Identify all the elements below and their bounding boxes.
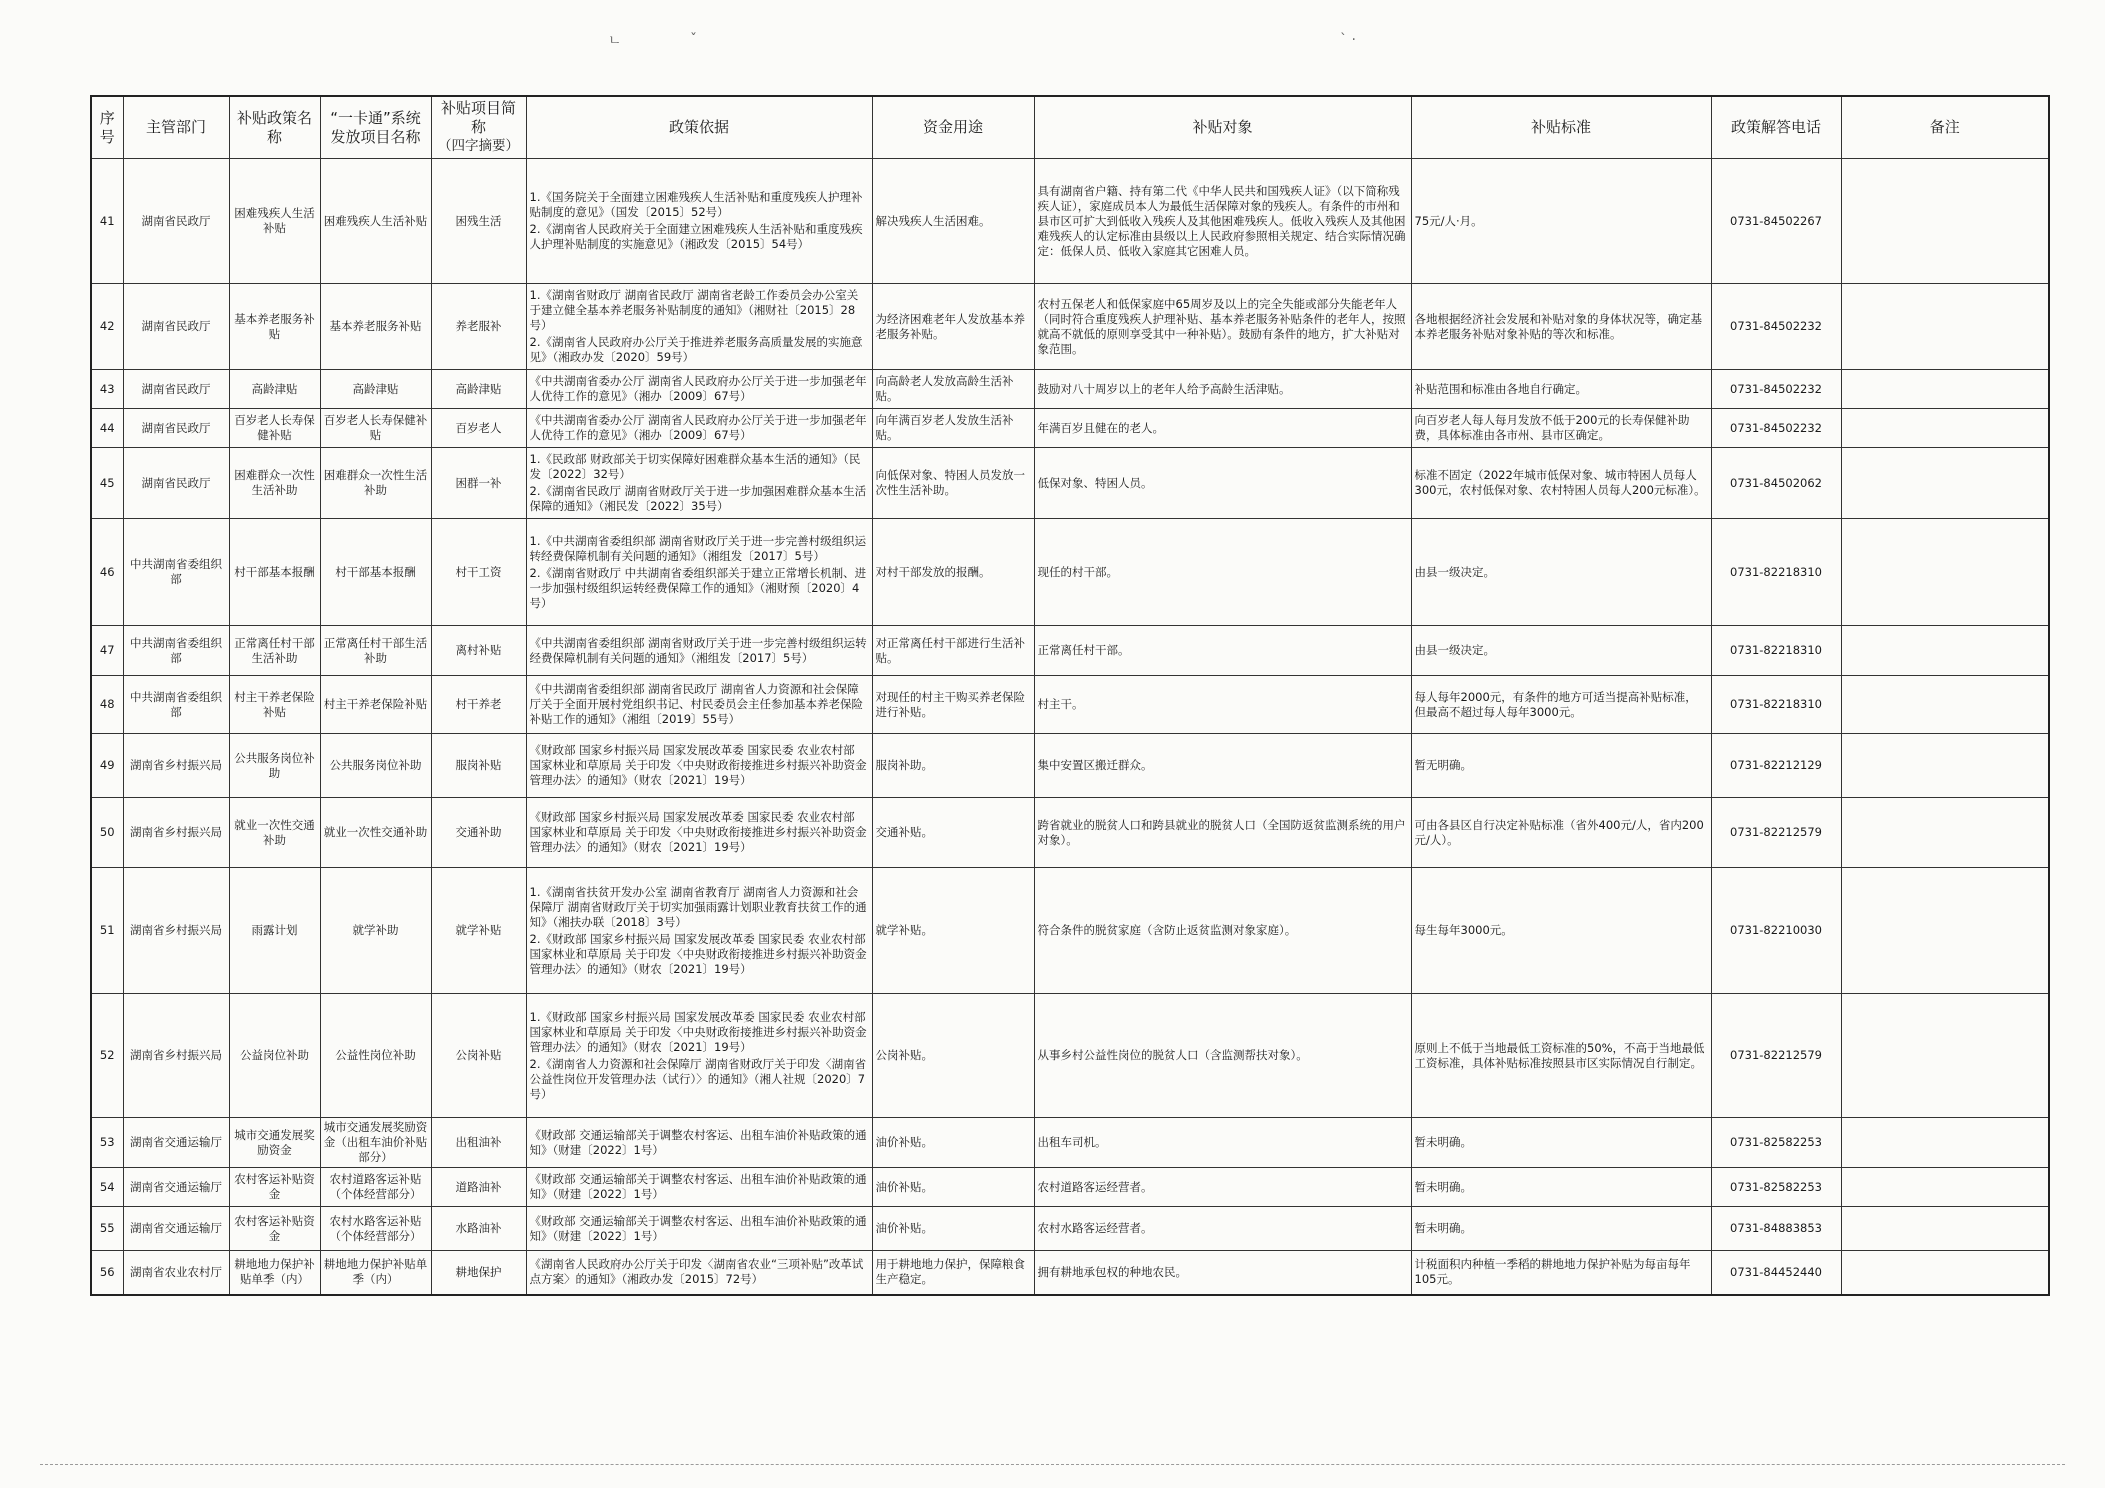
header-use: 资金用途 [872, 96, 1034, 159]
cell-dept: 湖南省民政厅 [123, 409, 229, 448]
basis-item: 1.《国务院关于全面建立困难残疾人生活补贴和重度残疾人护理补贴制度的意见》（国发〔2015〕52号） [529, 190, 863, 219]
cell-no: 48 [91, 676, 123, 734]
cell-use: 向高龄老人发放高龄生活补贴。 [872, 370, 1034, 409]
cell-short-name: 水路油补 [431, 1207, 526, 1251]
cell-remark [1841, 1251, 2049, 1295]
basis-item: 2.《湖南省人力资源和社会保障厅 湖南省财政厅关于印发〈湖南省公益性岗位开发管理办法（试行）〉的通知》（湘人社规〔2020〕7号） [529, 1056, 867, 1101]
cell-dept: 湖南省民政厅 [123, 284, 229, 370]
cell-no: 44 [91, 409, 123, 448]
cell-remark [1841, 1168, 2049, 1207]
cell-policy-name: 百岁老人长寿保健补贴 [229, 409, 320, 448]
header-short-name-note: （四字摘要） [438, 138, 519, 154]
basis-item: 《湖南省人民政府办公厅关于印发〈湖南省农业“三项补贴”改革试点方案〉的通知》（湘政办发〔2015〕72号） [529, 1257, 864, 1287]
cell-use: 对正常离任村干部进行生活补贴。 [872, 626, 1034, 676]
basis-item: 1.《财政部 国家乡村振兴局 国家发展改革委 国家民委 农业农村部 国家林业和草原局 关于印发〈中央财政衔接推进乡村振兴补助资金管理办法〉的通知》（财农〔2021〕19号） [529, 1009, 867, 1054]
cell-remark [1841, 159, 2049, 284]
cell-phone: 0731-84883853 [1711, 1207, 1841, 1251]
header-short-name [431, 96, 526, 159]
cell-standard: 暂未明确。 [1411, 1168, 1711, 1207]
cell-use: 用于耕地地力保护，保障粮食生产稳定。 [872, 1251, 1034, 1295]
cell-no: 53 [91, 1118, 123, 1168]
header-dept: 主管部门 [123, 96, 229, 159]
cell-phone: 0731-84502062 [1711, 448, 1841, 519]
cell-policy-name: 公益岗位补助 [229, 994, 320, 1118]
cell-standard: 由县一级决定。 [1411, 626, 1711, 676]
cell-policy-name: 城市交通发展奖励资金 [229, 1118, 320, 1168]
cell-system-name: 基本养老服务补贴 [320, 284, 431, 370]
table-row [91, 1118, 2049, 1168]
basis-item: 1.《中共湖南省委组织部 湖南省财政厅关于进一步完善村级组织运转经费保障机制有关问题的通知》（湘组发〔2017〕5号） [529, 533, 867, 563]
cell-basis [526, 994, 872, 1118]
cell-remark [1841, 1207, 2049, 1251]
cell-policy-name: 村主干养老保险补贴 [229, 676, 320, 734]
cell-use: 对村干部发放的报酬。 [872, 519, 1034, 626]
table-row [91, 448, 2049, 519]
cell-no: 50 [91, 798, 123, 868]
cell-dept: 湖南省交通运输厅 [123, 1168, 229, 1207]
cell-target: 农村五保老人和低保家庭中65周岁及以上的完全失能或部分失能老年人（同时符合重度残疾人护理补贴、基本养老服务补贴条件的老年人，按照就高不就低的原则享受其中一种补贴）。鼓励有条件的地方，扩大补贴对象范围。 [1034, 284, 1411, 370]
cell-system-name: 农村水路客运补贴（个体经营部分） [320, 1207, 431, 1251]
cell-basis [526, 626, 872, 676]
basis-item: 《财政部 交通运输部关于调整农村客运、出租车油价补贴政策的通知》（财建〔2022〕1号） [529, 1213, 867, 1243]
header-standard: 补贴标准 [1411, 96, 1711, 159]
cell-no: 43 [91, 370, 123, 409]
cell-target: 农村道路客运经营者。 [1034, 1168, 1411, 1207]
basis-item: 2.《湖南省人民政府办公厅关于推进养老服务高质量发展的实施意见》（湘政办发〔2020〕59号） [529, 335, 863, 364]
cell-use: 交通补贴。 [872, 798, 1034, 868]
cell-no: 54 [91, 1168, 123, 1207]
table-row [91, 868, 2049, 994]
basis-item: 《中共湖南省委组织部 湖南省民政厅 湖南省人力资源和社会保障厅关于全面开展村党组织书记、村民委员会主任参加基本养老保险补贴工作的通知》（湘组〔2019〕55号） [529, 682, 863, 726]
cell-target: 农村水路客运经营者。 [1034, 1207, 1411, 1251]
cell-system-name: 正常离任村干部生活补助 [320, 626, 431, 676]
cell-phone: 0731-82212129 [1711, 734, 1841, 798]
cell-system-name: 困难残疾人生活补贴 [320, 159, 431, 284]
cell-target: 跨省就业的脱贫人口和跨县就业的脱贫人口（全国防返贫监测系统的用户对象）。 [1034, 798, 1411, 868]
cell-use: 油价补贴。 [872, 1118, 1034, 1168]
cell-use: 油价补贴。 [872, 1207, 1034, 1251]
cell-phone: 0731-82212579 [1711, 994, 1841, 1118]
table-body [91, 159, 2049, 1295]
cell-short-name: 就学补贴 [431, 868, 526, 994]
cell-dept: 湖南省民政厅 [123, 159, 229, 284]
basis-item: 2.《湖南省民政厅 湖南省财政厅关于进一步加强困难群众基本生活保障的通知》（湘民发〔2022〕35号） [529, 484, 867, 513]
basis-item: 《财政部 交通运输部关于调整农村客运、出租车油价补贴政策的通知》（财建〔2022〕1号） [529, 1172, 867, 1201]
cell-standard: 标准不固定（2022年城市低保对象、城市特困人员每人300元，农村低保对象、农村特困人员每人200元标准）。 [1411, 448, 1711, 519]
cell-phone: 0731-82210030 [1711, 868, 1841, 994]
cell-basis [526, 676, 872, 734]
cell-target: 集中安置区搬迁群众。 [1034, 734, 1411, 798]
cell-standard: 每人每年2000元，有条件的地方可适当提高补贴标准，但最高不超过每人每年3000元。 [1411, 676, 1711, 734]
basis-item: 《中共湖南省委办公厅 湖南省人民政府办公厅关于进一步加强老年人优待工作的意见》（湘办〔2009〕67号） [529, 374, 867, 403]
cell-system-name: 城市交通发展奖励资金（出租车油价补贴部分） [320, 1118, 431, 1168]
cell-short-name: 村干工资 [431, 519, 526, 626]
cell-policy-name: 村干部基本报酬 [229, 519, 320, 626]
cell-policy-name: 基本养老服务补贴 [229, 284, 320, 370]
cell-policy-name: 困难残疾人生活补贴 [229, 159, 320, 284]
cell-target: 鼓励对八十周岁以上的老年人给予高龄生活津贴。 [1034, 370, 1411, 409]
cell-basis [526, 370, 872, 409]
cell-policy-name: 困难群众一次性生活补助 [229, 448, 320, 519]
cell-standard: 暂未明确。 [1411, 1118, 1711, 1168]
cell-dept: 中共湖南省委组织部 [123, 519, 229, 626]
cell-no: 56 [91, 1251, 123, 1295]
cell-system-name: 公共服务岗位补助 [320, 734, 431, 798]
cell-dept: 湖南省乡村振兴局 [123, 734, 229, 798]
cell-basis [526, 519, 872, 626]
cell-target: 拥有耕地承包权的种地农民。 [1034, 1251, 1411, 1295]
table-row [91, 519, 2049, 626]
cell-system-name: 就学补助 [320, 868, 431, 994]
cell-system-name: 农村道路客运补贴（个体经营部分） [320, 1168, 431, 1207]
cell-short-name: 困群一补 [431, 448, 526, 519]
cell-target: 低保对象、特困人员。 [1034, 448, 1411, 519]
cell-standard: 补贴范围和标准由各地自行确定。 [1411, 370, 1711, 409]
header-no: 序号 [91, 96, 123, 159]
cell-dept: 中共湖南省委组织部 [123, 676, 229, 734]
cell-phone: 0731-84502232 [1711, 370, 1841, 409]
cell-remark [1841, 676, 2049, 734]
cell-dept: 中共湖南省委组织部 [123, 626, 229, 676]
cell-remark [1841, 284, 2049, 370]
cell-standard: 计税面积内种植一季稻的耕地地力保护补贴为每亩每年105元。 [1411, 1251, 1711, 1295]
cell-remark [1841, 1118, 2049, 1168]
header-target: 补贴对象 [1034, 96, 1411, 159]
cell-remark [1841, 994, 2049, 1118]
cell-no: 49 [91, 734, 123, 798]
cell-standard: 暂未明确。 [1411, 1207, 1711, 1251]
cell-basis [526, 284, 872, 370]
cell-phone: 0731-82218310 [1711, 676, 1841, 734]
cell-basis [526, 868, 872, 994]
cell-standard: 向百岁老人每人每月发放不低于200元的长寿保健补助费，具体标准由各市州、县市区确定。 [1411, 409, 1711, 448]
cell-system-name: 高龄津贴 [320, 370, 431, 409]
cell-phone: 0731-84502232 [1711, 284, 1841, 370]
cell-use: 向年满百岁老人发放生活补贴。 [872, 409, 1034, 448]
cell-standard: 暂无明确。 [1411, 734, 1711, 798]
cell-phone: 0731-82582253 [1711, 1118, 1841, 1168]
header-system-name: “一卡通”系统发放项目名称 [320, 96, 431, 159]
cell-policy-name: 就业一次性交通补助 [229, 798, 320, 868]
cell-short-name: 公岗补贴 [431, 994, 526, 1118]
basis-item: 《财政部 交通运输部关于调整农村客运、出租车油价补贴政策的通知》（财建〔2022〕1号） [529, 1127, 867, 1157]
cell-target: 具有湖南省户籍、持有第二代《中华人民共和国残疾人证》（以下简称残疾人证），家庭成员本人为最低生活保障对象的残疾人。有条件的市州和县市区可扩大到低收入残疾人及其他困难残疾人。低收入残疾人及其他困难残疾人的认定标准由县级以上人民政府参照相关规定、结合实际情况确定：低保人员、低收入家庭其它困难人员。 [1034, 159, 1411, 284]
basis-item: 《中共湖南省委办公厅 湖南省人民政府办公厅关于进一步加强老年人优待工作的意见》（湘办〔2009〕67号） [529, 413, 867, 442]
cell-system-name: 村干部基本报酬 [320, 519, 431, 626]
cell-no: 45 [91, 448, 123, 519]
table-row [91, 798, 2049, 868]
cell-basis [526, 1118, 872, 1168]
cell-policy-name: 公共服务岗位补助 [229, 734, 320, 798]
basis-item: 《中共湖南省委组织部 湖南省财政厅关于进一步完善村级组织运转经费保障机制有关问题的通知》（湘组发〔2017〕5号） [529, 635, 867, 665]
cell-policy-name: 耕地地力保护补贴单季（内） [229, 1251, 320, 1295]
cell-dept: 湖南省民政厅 [123, 448, 229, 519]
cell-basis [526, 159, 872, 284]
table-row [91, 409, 2049, 448]
cell-basis [526, 1207, 872, 1251]
basis-item: 1.《湖南省财政厅 湖南省民政厅 湖南省老龄工作委员会办公室关于建立健全基本养老服务补贴制度的通知》（湘财社〔2015〕28号） [529, 288, 859, 332]
header-remark: 备注 [1841, 96, 2049, 159]
cell-use: 对现任的村主干购买养老保险进行补贴。 [872, 676, 1034, 734]
cell-remark [1841, 734, 2049, 798]
cell-policy-name: 农村客运补贴资金 [229, 1168, 320, 1207]
cell-policy-name: 雨露计划 [229, 868, 320, 994]
cell-target: 符合条件的脱贫家庭（含防止返贫监测对象家庭）。 [1034, 868, 1411, 994]
cell-dept: 湖南省交通运输厅 [123, 1207, 229, 1251]
cell-remark [1841, 448, 2049, 519]
cell-target: 年满百岁且健在的老人。 [1034, 409, 1411, 448]
cell-system-name: 就业一次性交通补助 [320, 798, 431, 868]
cell-basis [526, 448, 872, 519]
cell-phone: 0731-84502267 [1711, 159, 1841, 284]
cell-no: 41 [91, 159, 123, 284]
table-row [91, 159, 2049, 284]
cell-remark [1841, 519, 2049, 626]
cell-short-name: 出租油补 [431, 1118, 526, 1168]
cell-use: 解决残疾人生活困难。 [872, 159, 1034, 284]
scan-artifact-mark: ˇ [690, 32, 697, 48]
cell-target: 村主干。 [1034, 676, 1411, 734]
table-row [91, 734, 2049, 798]
cell-basis [526, 409, 872, 448]
cell-dept: 湖南省农业农村厅 [123, 1251, 229, 1295]
cell-short-name: 养老服补 [431, 284, 526, 370]
header-basis: 政策依据 [526, 96, 872, 159]
cell-phone: 0731-82212579 [1711, 798, 1841, 868]
scan-artifact-mark: ㄴ [608, 33, 622, 49]
cell-target: 出租车司机。 [1034, 1118, 1411, 1168]
cell-no: 42 [91, 284, 123, 370]
table-row [91, 994, 2049, 1118]
cell-phone: 0731-82582253 [1711, 1168, 1841, 1207]
cell-remark [1841, 370, 2049, 409]
table-header-row [91, 96, 2049, 159]
cell-basis [526, 1251, 872, 1295]
basis-item: 《财政部 国家乡村振兴局 国家发展改革委 国家民委 农业农村部 国家林业和草原局 关于印发〈中央财政衔接推进乡村振兴补助资金管理办法〉的通知》（财农〔2021〕19号） [529, 743, 867, 787]
table-row [91, 1168, 2049, 1207]
cell-standard: 原则上不低于当地最低工资标准的50%，不高于当地最低工资标准，具体补贴标准按照县市区实际情况自行制定。 [1411, 994, 1711, 1118]
cell-short-name: 困残生活 [431, 159, 526, 284]
cell-dept: 湖南省乡村振兴局 [123, 798, 229, 868]
cell-system-name: 困难群众一次性生活补助 [320, 448, 431, 519]
cell-system-name: 公益性岗位补助 [320, 994, 431, 1118]
cell-no: 55 [91, 1207, 123, 1251]
cell-remark [1841, 798, 2049, 868]
cell-phone: 0731-84452440 [1711, 1251, 1841, 1295]
table-row [91, 1251, 2049, 1295]
page-bottom-rule [40, 1464, 2065, 1465]
basis-item: 1.《民政部 财政部关于切实保障好困难群众基本生活的通知》（民发〔2022〕32号） [529, 452, 861, 481]
cell-no: 46 [91, 519, 123, 626]
cell-use: 公岗补贴。 [872, 994, 1034, 1118]
basis-item: 1.《湖南省扶贫开发办公室 湖南省教育厅 湖南省人力资源和社会保障厅 湖南省财政厅关于切实加强雨露计划职业教育扶贫工作的通知》（湘扶办联〔2018〕3号） [529, 884, 867, 929]
cell-short-name: 道路油补 [431, 1168, 526, 1207]
basis-item: 2.《湖南省财政厅 中共湖南省委组织部关于建立正常增长机制、进一步加强村级组织运转经费保障工作的通知》（湘财预〔2020〕4号） [529, 565, 867, 610]
cell-standard: 每生每年3000元。 [1411, 868, 1711, 994]
table-row [91, 1207, 2049, 1251]
cell-target: 现任的村干部。 [1034, 519, 1411, 626]
cell-remark [1841, 409, 2049, 448]
cell-dept: 湖南省交通运输厅 [123, 1118, 229, 1168]
cell-short-name: 耕地保护 [431, 1251, 526, 1295]
cell-short-name: 离村补贴 [431, 626, 526, 676]
cell-remark [1841, 626, 2049, 676]
cell-use: 油价补贴。 [872, 1168, 1034, 1207]
cell-basis [526, 1168, 872, 1207]
cell-phone: 0731-84502232 [1711, 409, 1841, 448]
scan-artifact-mark: ` · [1340, 32, 1356, 48]
cell-target: 从事乡村公益性岗位的脱贫人口（含监测帮扶对象）。 [1034, 994, 1411, 1118]
basis-item: 2.《财政部 国家乡村振兴局 国家发展改革委 国家民委 农业农村部 国家林业和草原局 关于印发〈中央财政衔接推进乡村振兴补助资金管理办法〉的通知》（财农〔2021〕19号） [529, 931, 867, 976]
cell-no: 51 [91, 868, 123, 994]
cell-dept: 湖南省乡村振兴局 [123, 868, 229, 994]
cell-short-name: 交通补助 [431, 798, 526, 868]
header-phone: 政策解答电话 [1711, 96, 1841, 159]
basis-item: 2.《湖南省人民政府关于全面建立困难残疾人生活补贴和重度残疾人护理补贴制度的实施意见》（湘政发〔2015〕54号） [529, 222, 863, 251]
cell-use: 为经济困难老年人发放基本养老服务补贴。 [872, 284, 1034, 370]
cell-standard: 各地根据经济社会发展和补贴对象的身体状况等，确定基本养老服务补贴对象补贴的等次和标准。 [1411, 284, 1711, 370]
table-row [91, 284, 2049, 370]
subsidy-policy-table [90, 95, 2050, 1296]
cell-standard: 可由各县区自行决定补贴标准（省外400元/人，省内200元/人）。 [1411, 798, 1711, 868]
cell-policy-name: 正常离任村干部生活补助 [229, 626, 320, 676]
cell-use: 就学补贴。 [872, 868, 1034, 994]
cell-policy-name: 农村客运补贴资金 [229, 1207, 320, 1251]
cell-remark [1841, 868, 2049, 994]
table-row [91, 626, 2049, 676]
cell-target: 正常离任村干部。 [1034, 626, 1411, 676]
cell-standard: 75元/人·月。 [1411, 159, 1711, 284]
cell-short-name: 服岗补贴 [431, 734, 526, 798]
table-row [91, 370, 2049, 409]
table-row [91, 676, 2049, 734]
header-short-name-label: 补贴项目简称 [440, 99, 516, 136]
basis-item: 《财政部 国家乡村振兴局 国家发展改革委 国家民委 农业农村部 国家林业和草原局 关于印发〈中央财政衔接推进乡村振兴补助资金管理办法〉的通知》（财农〔2021〕19号） [529, 810, 867, 854]
cell-short-name: 高龄津贴 [431, 370, 526, 409]
cell-short-name: 百岁老人 [431, 409, 526, 448]
cell-system-name: 百岁老人长寿保健补贴 [320, 409, 431, 448]
cell-system-name: 耕地地力保护补贴单季（内） [320, 1251, 431, 1295]
cell-basis [526, 734, 872, 798]
cell-dept: 湖南省民政厅 [123, 370, 229, 409]
cell-basis [526, 798, 872, 868]
cell-use: 向低保对象、特困人员发放一次性生活补助。 [872, 448, 1034, 519]
cell-policy-name: 高龄津贴 [229, 370, 320, 409]
cell-dept: 湖南省乡村振兴局 [123, 994, 229, 1118]
header-policy-name: 补贴政策名称 [229, 96, 320, 159]
cell-phone: 0731-82218310 [1711, 519, 1841, 626]
cell-no: 52 [91, 994, 123, 1118]
cell-standard: 由县一级决定。 [1411, 519, 1711, 626]
cell-system-name: 村主干养老保险补贴 [320, 676, 431, 734]
cell-use: 服岗补助。 [872, 734, 1034, 798]
cell-no: 47 [91, 626, 123, 676]
cell-phone: 0731-82218310 [1711, 626, 1841, 676]
cell-short-name: 村干养老 [431, 676, 526, 734]
